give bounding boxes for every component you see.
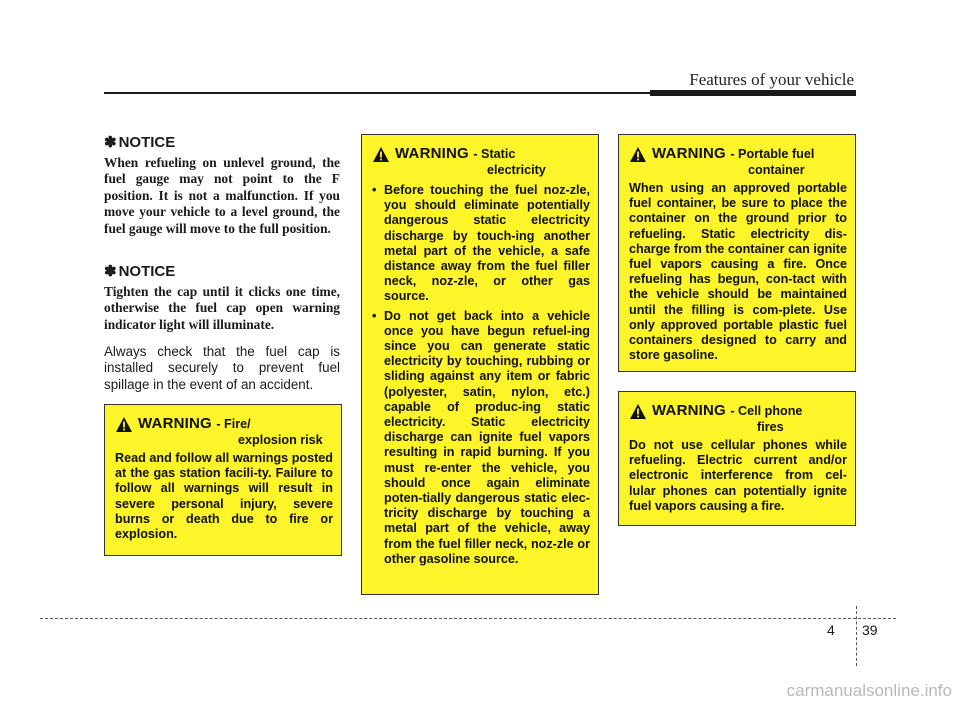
fuel-cap-paragraph: Always check that the fuel cap is installed securely to prevent fuel spillage in the event of an accident.: [104, 344, 340, 392]
warning-box-portable-fuel-container: [618, 134, 856, 372]
warning-title: WARNING - Portable fuel container: [629, 145, 847, 177]
notice-heading: ✽ NOTICE: [104, 263, 176, 280]
warning-triangle-icon: [629, 146, 647, 163]
footer-divider: [856, 606, 857, 666]
warning-box-cell-phone-fires: [618, 391, 856, 526]
notice-block-fuel-cap: [104, 262, 340, 333]
notice-block-level-ground: [104, 133, 340, 237]
chapter-number: 4: [827, 622, 835, 638]
footer-rule: [40, 618, 896, 619]
warning-text: Read and follow all warnings posted at the gas station facili-ty. Failure to follow all warnings will result in severe personal injury, severe burns or death due to fire or explosion.: [115, 451, 333, 542]
notice-star-icon: ✽: [104, 134, 117, 151]
warning-box-fire: [104, 404, 342, 556]
warning-box-static-electricity: [361, 134, 599, 595]
page-number: 39: [862, 622, 878, 638]
header-rule: [104, 92, 652, 94]
notice-heading: ✽ NOTICE: [104, 134, 176, 151]
header-rule-accent: [650, 90, 856, 96]
warning-triangle-icon: [629, 403, 647, 420]
watermark: carmanualsonline.info: [786, 681, 952, 700]
warning-title: WARNING - Static electricity: [372, 145, 590, 177]
warning-triangle-icon: [372, 146, 390, 163]
warning-text: Do not use cellular phones while refueling. Electric current and/or electronic interference from cel-lular phones can potentially ignite fuel vapors causing a fire.: [629, 438, 847, 513]
notice-star-icon: ✽: [104, 263, 117, 280]
warning-bullet-item: • Before touching the fuel noz-zle, you should eliminate potentially dangerous static electricity discharge by touch-ing another metal part of the vehicle, a safe distance away from the fuel filler neck, noz-zle, or other gas source.: [372, 183, 590, 305]
warning-title: WARNING - Cell phone fires: [629, 402, 847, 434]
warning-title: WARNING - Fire/ explosion risk: [115, 415, 333, 447]
warning-bullet-item: • Do not get back into a vehicle once you have begun refuel-ing since you can generate static electricity by touching, rubbing or sliding against any item or fabric (polyester, satin, nylon, etc.) capable of produc-ing static electricity. Static electricity discharge can ignite fuel vapors resulting in rapid burning. If you must re-enter the vehicle, you should once again eliminate poten-tially dangerous static elec-tricity discharge by touching a metal part of the vehicle, away from the fuel filler neck, noz-zle or other gasoline source.: [372, 309, 590, 567]
warning-triangle-icon: [115, 416, 133, 433]
page-header-title: Features of your vehicle: [689, 70, 854, 89]
notice-body: When refueling on unlevel ground, the fuel gauge may not point to the F position. It is not a malfunction. If you move your vehicle to a level ground, the fuel gauge will move to the full position.: [104, 155, 340, 236]
warning-bullet-list: [372, 183, 590, 567]
warning-text: When using an approved portable fuel container, be sure to place the container on the ground prior to refueling. Static electricity dis-charge from the container can ignite fuel vapors causing a fire. Once refueling has begun, con-tact with the vehicle should be maintained until the filling is com-plete. Use only approved portable plastic fuel containers designed to carry and store gasoline.: [629, 181, 847, 363]
notice-body: Tighten the cap until it clicks one time, otherwise the fuel cap open warning indicator light will illuminate.: [104, 284, 340, 332]
